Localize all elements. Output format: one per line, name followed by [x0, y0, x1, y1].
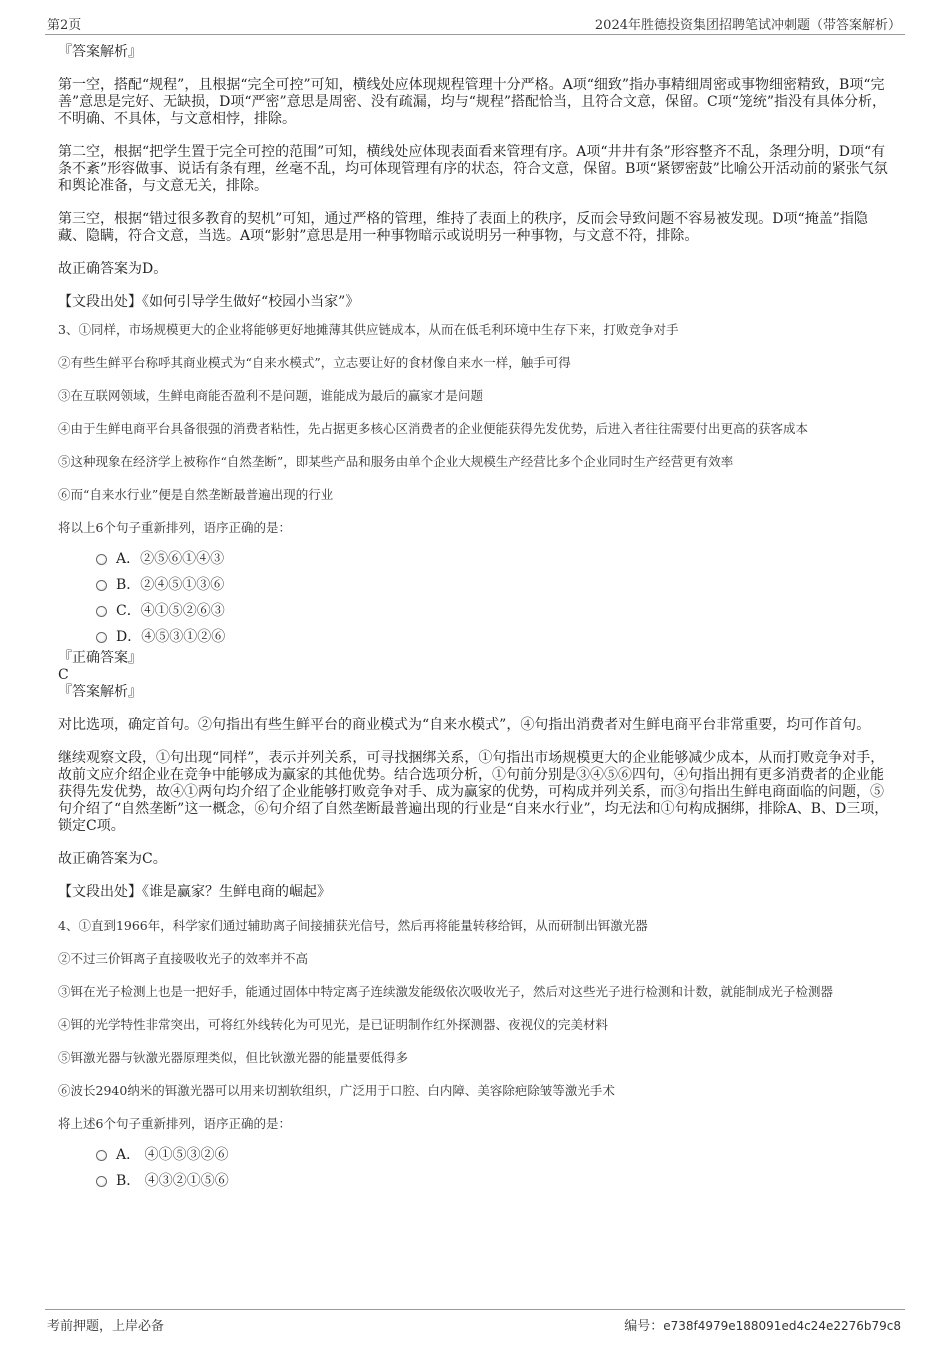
source-citation: 【文段出处】《如何引导学生做好“校园小当家”》 [58, 294, 360, 310]
question-sentence: ⑤铒激光器与钬激光器原理类似，但比钬激光器的能量要低得多 [58, 1050, 409, 1065]
option-a[interactable]: A．②⑤⑥①④③ [96, 546, 894, 572]
option-c[interactable]: C．④①⑤②⑥③ [96, 598, 894, 624]
page-number: 第2页 [47, 18, 82, 33]
radio-icon[interactable] [96, 1150, 107, 1161]
question-prompt: 将以上6个句子重新排列，语序正确的是： [58, 520, 291, 535]
document-title: 2024年胜德投资集团招聘笔试冲刺题（带答案解析） [594, 18, 901, 33]
page-content [58, 44, 894, 1194]
answer-conclusion: 故正确答案为C。 [58, 851, 167, 867]
option-a[interactable]: A． ④①⑤③②⑥ [96, 1142, 894, 1168]
question-sentence: 3、①同样，市场规模更大的企业将能够更好地摊薄其供应链成本，从而在低毛利环境中生存下来，打败竞争对手 [58, 322, 679, 337]
question-sentence: ④由于生鲜电商平台具备很强的消费者粘性，先占据更多核心区消费者的企业便能获得先发优势，后进入者往往需要付出更高的获客成本 [58, 421, 809, 436]
footer-slogan: 考前押题，上岸必备 [47, 1319, 165, 1334]
answer-conclusion: 故正确答案为D。 [58, 261, 168, 277]
option-b[interactable]: B．②④⑤①③⑥ [96, 572, 894, 598]
source-citation: 【文段出处】《谁是赢家？生鲜电商的崛起》 [58, 884, 331, 900]
question-sentence: ②有些生鲜平台称呼其商业模式为“自来水模式”，立志要让好的食材像自来水一样，触手可得 [58, 355, 571, 370]
analysis-paragraph: 第一空，搭配“规程”，且根据“完全可控”可知，横线处应体现规程管理十分严格。A项“细致”指办事精细周密或事物细密精致，B项“完善”意思是完好、无缺损，D项“严密”意思是周密、没有疏漏，均与“规程”搭配恰当，且符合文意，保留。C项“笼统”指没有具体分析，不明确、不具体，与文意相悖，排除。 [58, 77, 887, 127]
radio-icon[interactable] [96, 580, 107, 591]
answer-options [58, 546, 894, 650]
question-sentence: ②不过三价铒离子直接吸收光子的效率并不高 [58, 951, 309, 966]
analysis-label: 『答案解析』 [58, 684, 142, 700]
answer-options [58, 1142, 894, 1194]
question-sentence: ③在互联网领域，生鲜电商能否盈利不是问题，谁能成为最后的赢家才是问题 [58, 388, 484, 403]
analysis-label: 『答案解析』 [58, 44, 142, 60]
option-d[interactable]: D．④⑤③①②⑥ [96, 624, 894, 650]
radio-icon[interactable] [96, 1176, 107, 1187]
correct-answer: C [58, 667, 69, 683]
analysis-paragraph: 继续观察文段，①句出现“同样”，表示并列关系，可寻找捆绑关系，①句指出市场规模更大的企业能够减少成本，从而打败竞争对手，故前文应介绍企业在竞争中能够成为赢家的其他优势。结合选项分析，①句前分别是③④⑤⑥四句，④句指出拥有更多消费者的企业能获得先发优势，故④①两句均介绍了企业能够打败竞争对手、成为赢家的优势，可构成并列关系，而③句指出生鲜电商面临的问题，⑤句介绍了“自然垄断”这一概念，⑥句介绍了自然垄断最普遍出现的行业是“自来水行业”，均无法和①句构成捆绑，排除A、B、D三项，锁定C项。 [58, 750, 889, 834]
answer-label: 『正确答案』 [58, 650, 142, 666]
analysis-paragraph: 第二空，根据“把学生置于完全可控的范围”可知，横线处应体现表面看来管理有序。A项“井井有条”形容整齐不乱，条理分明，D项“有条不紊”形容做事、说话有条有理，丝毫不乱，均可体现管理有序的状态，符合文意，保留。B项“紧锣密鼓”比喻公开活动前的紧张气氛和舆论准备，与文意无关，排除。 [58, 144, 888, 194]
radio-icon[interactable] [96, 554, 107, 565]
question-sentence: ③铒在光子检测上也是一把好手，能通过固体中特定离子连续激发能级依次吸收光子，然后对这些光子进行检测和计数，就能制成光子检测器 [58, 984, 834, 999]
question-sentence: ⑥而“自来水行业”便是自然垄断最普遍出现的行业 [58, 487, 334, 502]
radio-icon[interactable] [96, 606, 107, 617]
question-sentence: ⑤这种现象在经济学上被称作“自然垄断”，即某些产品和服务由单个企业大规模生产经营比多个企业同时生产经营更有效率 [58, 454, 734, 469]
document-code: 编号：e738f4979e188091ed4c24e2276b79c8 [624, 1319, 901, 1334]
option-b[interactable]: B． ④③②①⑤⑥ [96, 1168, 894, 1194]
question-prompt: 将上述6个句子重新排列，语序正确的是： [58, 1116, 291, 1131]
page-header [45, 12, 905, 35]
page-footer [45, 1309, 905, 1338]
analysis-paragraph: 对比选项，确定首句。②句指出有些生鲜平台的商业模式为“自来水模式”，④句指出消费者对生鲜电商平台非常重要，均可作首句。 [58, 717, 871, 733]
analysis-paragraph: 第三空，根据“错过很多教育的契机”可知，通过严格的管理，维持了表面上的秩序，反而会导致问题不容易被发现。D项“掩盖”指隐藏、隐瞒，符合文意，当选。A项“影射”意思是用一种事物暗示或说明另一种事物，与文意不符，排除。 [58, 211, 868, 244]
question-sentence: 4、①直到1966年，科学家们通过辅助离子间接捕获光信号，然后再将能量转移给铒，从而研制出铒激光器 [58, 918, 648, 933]
question-sentence: ⑥波长2940纳米的铒激光器可以用来切割软组织，广泛用于口腔、白内障、美容除疤除皱等激光手术 [58, 1083, 615, 1098]
question-sentence: ④铒的光学特性非常突出，可将红外线转化为可见光，是已证明制作红外探测器、夜视仪的完美材料 [58, 1017, 609, 1032]
radio-icon[interactable] [96, 632, 107, 643]
